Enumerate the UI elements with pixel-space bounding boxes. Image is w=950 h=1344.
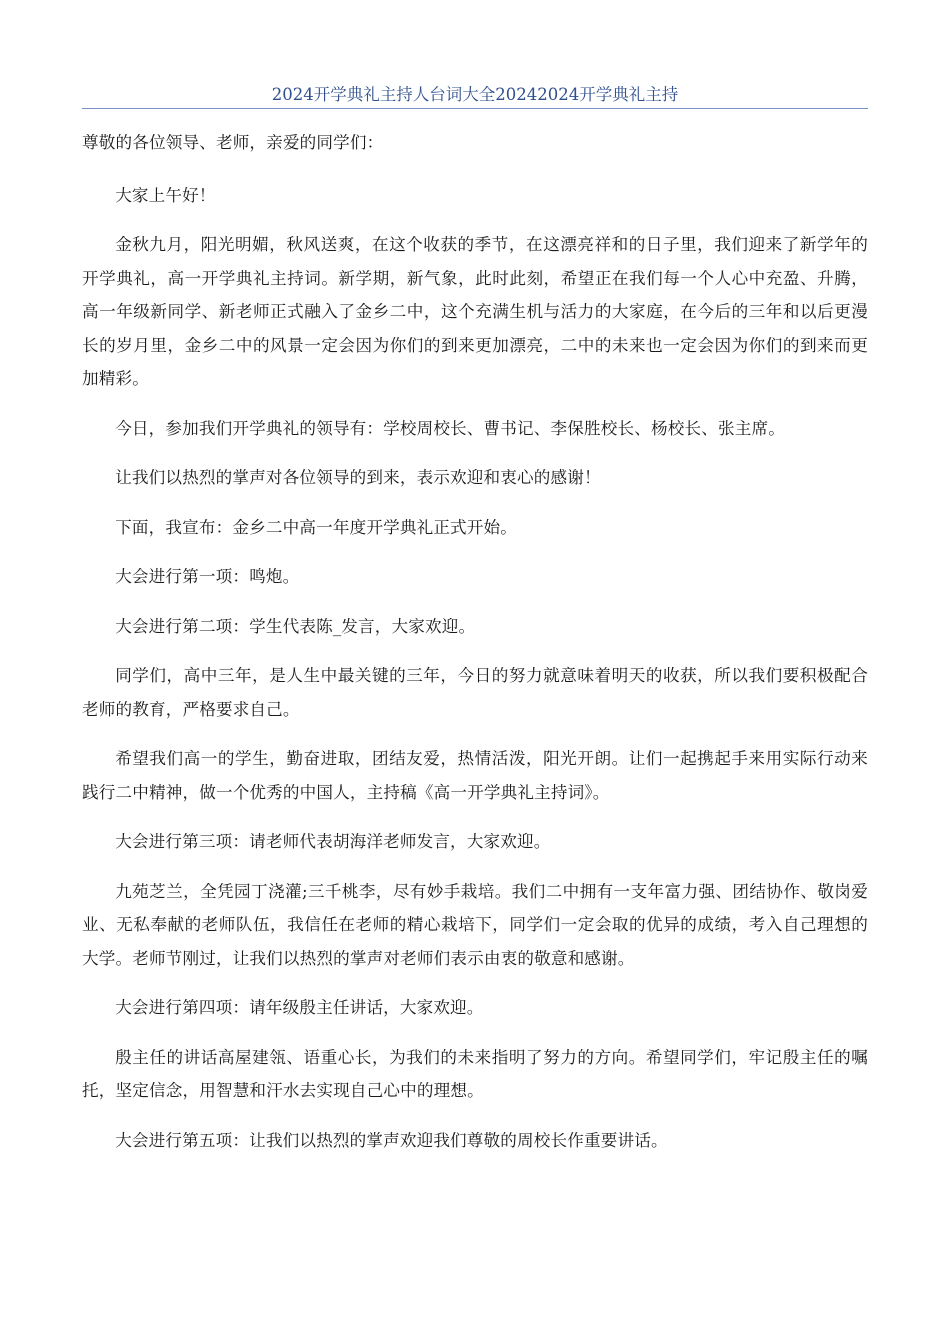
paragraph-item-1: 大会进行第一项：鸣炮。 [115,567,300,586]
paragraph-director: 殷主任的讲话高屋建瓴、语重心长，为我们的未来指明了努力的方向。希望同学们，牢记殷主任的嘱托，坚定信念，用智慧和汗水去实现自己心中的理想。 [82,1047,868,1100]
paragraph-students: 同学们，高中三年，是人生中最关键的三年，今日的努力就意味着明天的收获，所以我们要积极配合老师的教育，严格要求自己。 [82,666,868,719]
paragraph-greeting: 大家上午好！ [115,185,216,205]
paragraph-item-4: 大会进行第四项：请年级殷主任讲话，大家欢迎。 [115,998,484,1017]
document-body [82,126,868,1173]
paragraph-welcome: 让我们以热烈的掌声对各位领导的到来，表示欢迎和衷心的感谢！ [115,468,601,487]
paragraph-leaders: 今日，参加我们开学典礼的领导有：学校周校长、曹书记、李保胜校长、杨校长、张主席。 [115,418,785,438]
paragraph-hope: 希望我们高一的学生，勤奋进取，团结友爱，热情活泼，阳光开朗。让们一起携起手来用实际行动来践行二中精神，做一个优秀的中国人，主持稿《高一开学典礼主持词》。 [82,749,868,802]
paragraph-teachers: 九苑芝兰，全凭园丁浇灌;三千桃李，尽有妙手栽培。我们二中拥有一支年富力强、团结协作、敬岗爱业、无私奉献的老师队伍，我信任在老师的精心栽培下，同学们一定会取的优异的成绩，考入自己理想的大学。老师节刚过，让我们以热烈的掌声对老师们表示由衷的敬意和感谢。 [82,881,868,968]
salutation: 尊敬的各位领导、老师，亲爱的同学们： [82,133,384,152]
header-divider [82,108,868,109]
paragraph-item-5: 大会进行第五项：让我们以热烈的掌声欢迎我们尊敬的周校长作重要讲话。 [115,1130,668,1150]
paragraph-announce: 下面，我宣布：金乡二中高一年度开学典礼正式开始。 [115,517,518,537]
paragraph-item-2: 大会进行第二项：学生代表陈_发言，大家欢迎。 [115,616,476,636]
page-header-title: 2024开学典礼主持人台词大全20242024开学典礼主持 [271,85,679,104]
paragraph-item-3: 大会进行第三项：请老师代表胡海洋老师发言，大家欢迎。 [115,832,551,851]
paragraph-opening: 金秋九月，阳光明媚，秋风送爽，在这个收获的季节，在这漂亮祥和的日子里，我们迎来了新学年的开学典礼，高一开学典礼主持词。新学期，新气象，此时此刻，希望正在我们每一个人心中充盈、升腾，高一年级新同学、新老师正式融入了金乡二中，这个充满生机与活力的大家庭，在今后的三年和以后更漫长的岁月里，金乡二中的风景一定会因为你们的到来更加漂亮，二中的未来也一定会因为你们的到来而更加精彩。 [82,235,868,388]
